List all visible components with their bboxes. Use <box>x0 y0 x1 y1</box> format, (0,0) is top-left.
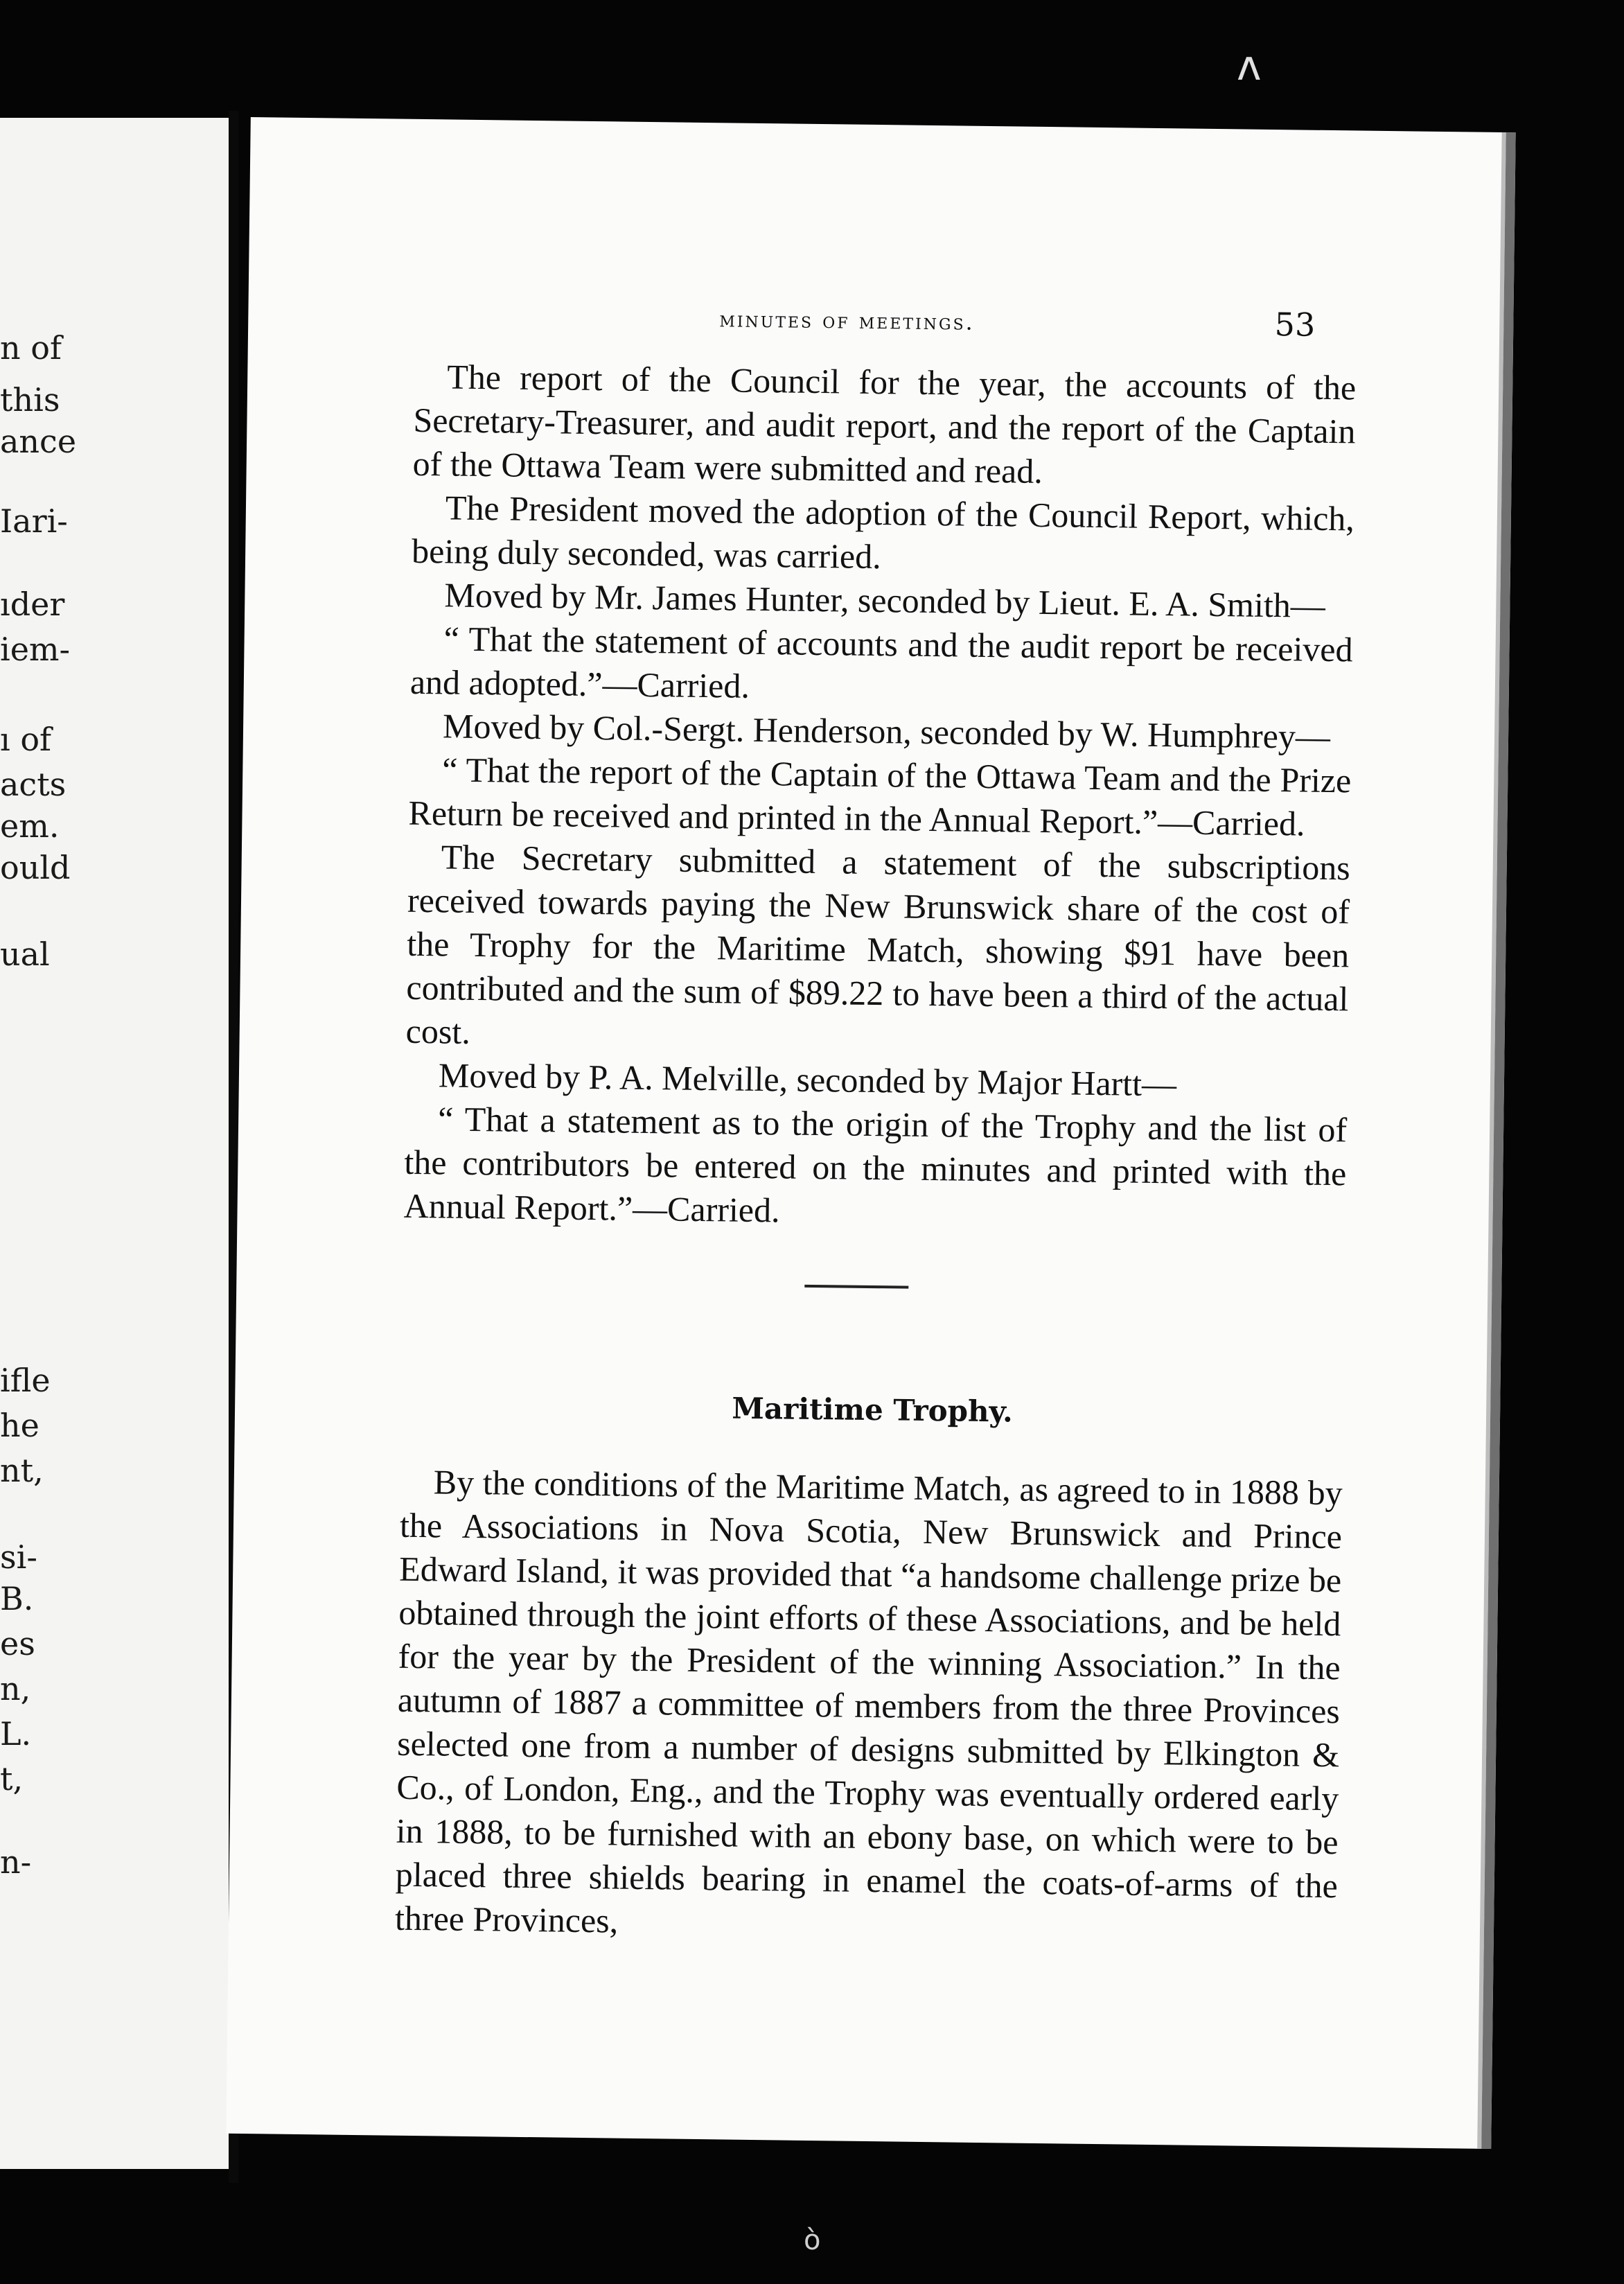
left-page-fragment: n, <box>0 1670 31 1707</box>
left-page-fragment: ance <box>0 423 77 460</box>
left-page-fragment: n- <box>0 1843 32 1881</box>
left-page-fragment: acts <box>0 766 67 803</box>
left-page-fragment: si- <box>0 1538 37 1576</box>
paragraph: “ That the report of the Captain of the Ottawa Team and the Prize Return be received and printed in the Annual Report.”—Carried. <box>408 750 1352 843</box>
page-number: 53 <box>1274 306 1316 344</box>
left-page-fragment: this <box>0 381 60 419</box>
scan-speck-icon: ò <box>804 2224 821 2256</box>
left-facing-page <box>0 118 229 2169</box>
paragraph: Moved by Col.-Sergt. Henderson, seconded by W. Humphrey— <box>442 706 1331 757</box>
left-page-fragment: Iari- <box>0 502 68 540</box>
paragraph: The report of the Council for the year, the accounts of the Secretary-Treasurer, and audit report, and the report of the Captain of the Ottawa Team were submitted and read. <box>412 357 1357 491</box>
paragraph: “ That the statement of accounts and the audit report be received and adopted.”—Carried. <box>409 619 1353 705</box>
book-page <box>226 117 1515 2149</box>
left-page-fragment: t, <box>0 1760 24 1798</box>
paragraph: Moved by P. A. Melville, seconded by Major Hartt— <box>438 1055 1177 1104</box>
left-page-fragment: em. <box>0 807 60 845</box>
left-page-fragment: ould <box>0 849 71 886</box>
trophy-text <box>395 1460 1343 1952</box>
left-page-fragment: ifle <box>0 1362 51 1399</box>
left-page-fragment: ı of <box>0 721 52 758</box>
running-head: minutes of meetings. <box>719 306 976 335</box>
section-title: Maritime Trophy. <box>732 1391 1014 1429</box>
left-page-fragment: iem- <box>0 631 71 668</box>
left-page-fragment: nt, <box>0 1452 44 1489</box>
left-page-fragment: he <box>0 1407 39 1444</box>
scan-speck-icon: ʌ <box>1237 42 1262 90</box>
left-page-fragment: n of <box>0 329 62 367</box>
left-page-fragment: L. <box>0 1715 32 1752</box>
paragraph: The Secretary submitted a statement of the subscriptions received towards paying the New Brunswick share of the cost of the Trophy for the Maritime Match, showing $91 have been contributed and the sum of $89.22 to have been a third of the actual cost. <box>405 837 1351 1051</box>
section-divider <box>804 1285 908 1289</box>
paragraph: Moved by Mr. James Hunter, seconded by Lieut. E. A. Smith— <box>444 575 1326 625</box>
left-page-fragment: es <box>0 1625 35 1662</box>
left-page-fragment: ıder <box>0 586 65 623</box>
left-page-fragment: ual <box>0 935 50 973</box>
paragraph: “ That a statement as to the origin of the Trophy and the list of the contributors be entered on the minutes and printed with the Annual Report.”—Carried. <box>403 1099 1348 1230</box>
minutes-text <box>403 355 1356 1240</box>
page-header <box>484 293 1316 352</box>
left-page-fragment: B. <box>0 1580 34 1617</box>
paragraph: By the conditions of the Maritime Match, as agreed to in 1888 by the Associations in Nova Scotia, New Brunswick and Prince Edward Island, it was provided that “a handsome challenge prize be obtained through the joint efforts of these Associations, and be held for the year by the President of the winning Association.” In the autumn of 1887 a committee of members from the three Provinces selected one from a number of designs submitted by Elkington & Co., of London, Eng., and the Trophy was eventually ordered early in 1888, to be furnished with an ebony base, on which were to be placed three shields bearing in enamel the coats-of-arms of the three Provinces, <box>394 1462 1343 1940</box>
paragraph: The President moved the adoption of the Council Report, which, being duly seconded, was carried. <box>411 488 1355 577</box>
